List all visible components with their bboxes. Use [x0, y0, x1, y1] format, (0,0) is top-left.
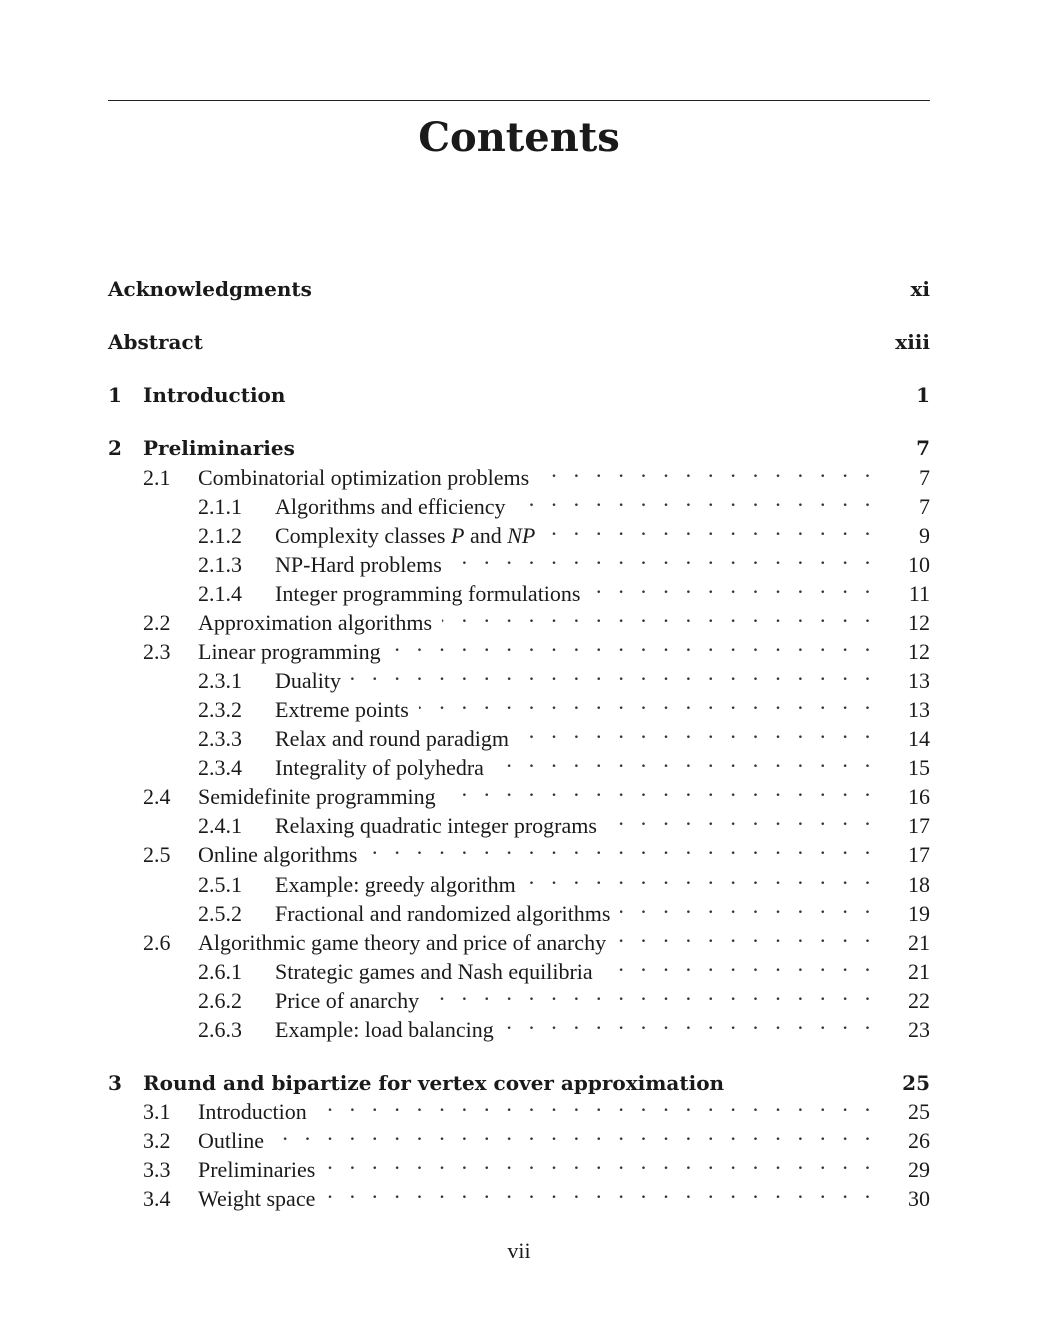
dot-leader	[322, 266, 882, 296]
dot-leader	[325, 1147, 876, 1177]
toc-entry-page: xi	[910, 277, 930, 301]
dot-leader	[504, 1007, 876, 1037]
dot-leader	[295, 372, 882, 402]
dot-leader	[317, 1089, 876, 1119]
dot-leader	[519, 716, 876, 746]
dot-leader	[590, 571, 876, 601]
toc-entry-page: 1	[916, 383, 930, 407]
toc-entry-page: 22	[908, 988, 930, 1013]
toc-entry-title: Abstract	[108, 330, 203, 354]
toc-entry-title: Preliminaries	[143, 436, 295, 460]
toc-entry-number: 2.4.1	[198, 813, 242, 838]
toc-entry-title: Acknowledgments	[108, 277, 312, 301]
toc-entry-number: 2.3.2	[198, 697, 242, 722]
toc-entry-number: 2.1.1	[198, 494, 242, 519]
toc-entry-title: Example: greedy algorithm	[275, 872, 516, 897]
toc-entry-2-6-2[interactable]	[108, 978, 930, 1013]
toc-entry-3-3[interactable]	[108, 1147, 930, 1182]
dot-leader	[213, 319, 882, 349]
toc-entry-page: 25	[908, 1099, 930, 1124]
toc-entry-2-1[interactable]	[108, 455, 930, 490]
dot-leader	[539, 455, 876, 485]
toc-entry-2-3-4[interactable]	[108, 745, 930, 780]
toc-entry-number: 3.4	[143, 1186, 171, 1211]
toc-entry-title: Relax and round paradigm	[275, 726, 509, 751]
toc-entry-2-6[interactable]	[108, 920, 930, 955]
toc-entry-title: Weight space	[198, 1186, 316, 1211]
toc-entry-page: 17	[908, 842, 930, 867]
toc-entry-title: Fractional and randomized algorithms	[275, 901, 611, 926]
toc-entry-number: 2.5	[143, 842, 171, 867]
toc-entry-title: Approximation algorithms	[198, 610, 433, 635]
toc-entry-title: NP-Hard problems	[275, 552, 442, 577]
toc-entry-title: Integrality of polyhedra	[275, 755, 484, 780]
toc-entry-3-2[interactable]	[108, 1118, 930, 1153]
dot-leader	[351, 658, 876, 688]
toc-entry-number: 2	[108, 436, 122, 460]
toc-entry-2-1-2[interactable]	[108, 513, 930, 548]
toc-entry-2-3-2[interactable]	[108, 687, 930, 722]
toc-entry-title: Extreme points	[275, 697, 409, 722]
toc-entry-page: 14	[908, 726, 930, 751]
dot-leader	[429, 978, 876, 1008]
toc-entry-page: 23	[908, 1017, 930, 1042]
toc-entry-2-5-2[interactable]	[108, 891, 930, 926]
toc-entry-2-3[interactable]	[108, 629, 930, 664]
toc-entry-title: Online algorithms	[198, 842, 358, 867]
toc-entry-title: Preliminaries	[198, 1157, 316, 1182]
page-number: vii	[507, 1238, 531, 1263]
dot-leader	[616, 920, 876, 950]
toc-entry-chapter-1[interactable]	[108, 372, 930, 407]
toc-entry-page: 15	[908, 755, 930, 780]
dot-leader	[305, 425, 882, 455]
toc-entry-page: 12	[908, 610, 930, 635]
dot-leader	[419, 687, 876, 717]
dot-leader	[603, 949, 876, 979]
dot-leader	[494, 745, 876, 775]
toc-entry-page: 21	[908, 959, 930, 984]
toc-entry-2-3-1[interactable]	[108, 658, 930, 693]
toc-entry-number: 2.6.1	[198, 959, 242, 984]
toc-entry-number: 2.5.1	[198, 872, 242, 897]
toc-entry-title: Outline	[198, 1128, 264, 1153]
dot-leader	[545, 513, 876, 543]
toc-entry-2-3-3[interactable]	[108, 716, 930, 751]
toc-entry-2-4-1[interactable]	[108, 803, 930, 838]
dot-leader	[526, 862, 876, 892]
toc-entry-page: 9	[919, 523, 930, 548]
dot-leader	[607, 803, 876, 833]
toc-entry-acknowledgments[interactable]	[108, 266, 930, 301]
dot-leader	[274, 1118, 876, 1148]
toc-entry-title: Linear programming	[198, 639, 381, 664]
toc-entry-number: 3.2	[143, 1128, 171, 1153]
toc-entry-number: 3	[108, 1071, 122, 1095]
toc-entry-page: 10	[908, 552, 930, 577]
dot-leader	[367, 832, 876, 862]
toc-entry-2-1-4[interactable]	[108, 571, 930, 606]
toc-entry-title: Semidefinite programming	[198, 784, 436, 809]
toc-entry-2-2[interactable]	[108, 600, 930, 635]
toc-entry-page: 29	[908, 1157, 930, 1182]
dot-leader	[620, 891, 876, 921]
toc-entry-3-4[interactable]	[108, 1176, 930, 1211]
toc-entry-page: 25	[902, 1071, 930, 1095]
toc-entry-3-1[interactable]	[108, 1089, 930, 1124]
toc-entry-page: 7	[919, 465, 930, 490]
dot-leader	[446, 774, 876, 804]
dot-leader	[391, 629, 876, 659]
toc-entry-number: 2.6.3	[198, 1017, 242, 1042]
toc-entry-title: Duality	[275, 668, 341, 693]
toc-entry-page: 13	[908, 697, 930, 722]
toc-entry-page: 21	[908, 930, 930, 955]
toc-entry-2-1-3[interactable]	[108, 542, 930, 577]
toc-entry-2-5-1[interactable]	[108, 862, 930, 897]
toc-entry-title: Introduction	[198, 1099, 307, 1124]
toc-entry-2-6-3[interactable]	[108, 1007, 930, 1042]
page-title: Contents	[418, 114, 620, 161]
toc-entry-number: 2.2	[143, 610, 171, 635]
toc-entry-number: 2.1.3	[198, 552, 242, 577]
toc-entry-title: Integer programming formulations	[275, 581, 581, 606]
toc-entry-title: Algorithms and efficiency	[275, 494, 506, 519]
toc-entry-page: 18	[908, 872, 930, 897]
toc-entry-number: 2.3	[143, 639, 171, 664]
toc-entry-number: 3.3	[143, 1157, 171, 1182]
toc-entry-page: 11	[908, 581, 930, 606]
toc-entry-2-6-1[interactable]	[108, 949, 930, 984]
toc-entry-title: Introduction	[143, 383, 286, 407]
toc-entry-page: 7	[916, 436, 930, 460]
dot-leader	[442, 600, 876, 630]
toc-entry-number: 1	[108, 383, 122, 407]
toc-entry-title: Combinatorial optimization problems	[198, 465, 530, 490]
toc-entry-number: 2.4	[143, 784, 171, 809]
dot-leader	[325, 1176, 876, 1206]
toc-entry-page: 16	[908, 784, 930, 809]
toc-entry-number: 2.6	[143, 930, 171, 955]
toc-entry-page: 30	[908, 1186, 930, 1211]
toc-entry-number: 2.5.2	[198, 901, 242, 926]
dot-leader	[452, 542, 876, 572]
dot-leader	[734, 1060, 882, 1090]
toc-entry-page: 19	[908, 901, 930, 926]
toc-entry-title: Round and bipartize for vertex cover approximation	[143, 1071, 725, 1095]
toc-entry-number: 2.6.2	[198, 988, 242, 1013]
table-of-contents	[108, 0, 930, 1337]
toc-entry-page: 26	[908, 1128, 930, 1153]
toc-entry-chapter-3[interactable]	[108, 1060, 930, 1095]
toc-entry-number: 2.1.2	[198, 523, 242, 548]
toc-entry-title: Price of anarchy	[275, 988, 420, 1013]
toc-entry-2-1-1[interactable]	[108, 484, 930, 519]
toc-entry-page: 17	[908, 813, 930, 838]
toc-entry-page: 12	[908, 639, 930, 664]
toc-entry-abstract[interactable]	[108, 319, 930, 354]
toc-entry-title: Example: load balancing	[275, 1017, 494, 1042]
toc-entry-number: 2.3.3	[198, 726, 242, 751]
toc-entry-title: Relaxing quadratic integer programs	[275, 813, 597, 838]
toc-entry-page: 13	[908, 668, 930, 693]
dot-leader	[516, 484, 876, 514]
toc-entry-number: 2.3.4	[198, 755, 242, 780]
toc-entry-number: 2.1.4	[198, 581, 242, 606]
toc-entry-chapter-2[interactable]	[108, 425, 930, 460]
toc-entry-2-4[interactable]	[108, 774, 930, 809]
toc-entry-number: 2.1	[143, 465, 171, 490]
toc-entry-page: xiii	[895, 330, 930, 354]
toc-entry-title: Complexity classes P and NP	[275, 523, 536, 548]
toc-entry-title: Strategic games and Nash equilibria	[275, 959, 593, 984]
toc-entry-page: 7	[919, 494, 930, 519]
toc-entry-number: 2.3.1	[198, 668, 242, 693]
toc-entry-2-5[interactable]	[108, 832, 930, 867]
toc-entry-number: 3.1	[143, 1099, 171, 1124]
toc-entry-title: Algorithmic game theory and price of anarchy	[198, 930, 607, 955]
